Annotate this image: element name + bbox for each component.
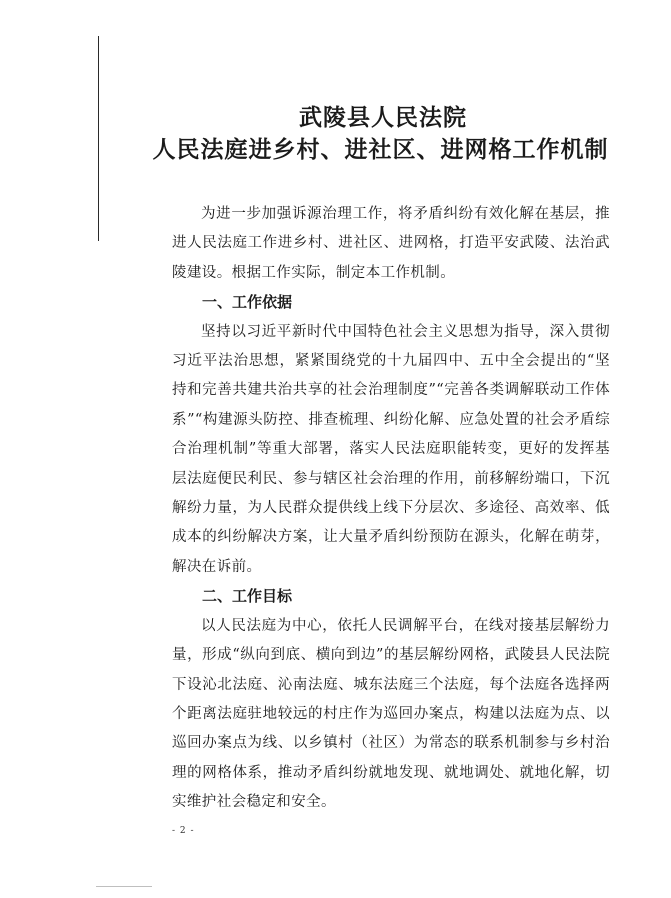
section1-heading: 一、工作依据 bbox=[202, 293, 293, 312]
mechanism-title: 人民法庭进乡村、进社区、进网格工作机制 bbox=[152, 136, 609, 163]
section2-paragraph: 以人民法庭为中心，依托人民调解平台，在线对接基层解纷力量，形成“纵向到底、横向到边”的基层解纷网格，武陵县人民法院下设沁北法庭、沁南法庭、城东法庭三个法庭，每个法庭各选择两个距离法庭驻地较远的村庄作为巡回办案点，构建以法庭为点、以巡回办案点为线、以乡镇村（社区）为常态的联系机制参与乡村治理的网格体系，推动矛盾纠纷就地发现、就地调处、就地化解，切实维护社会稳定和安全。 bbox=[172, 617, 610, 811]
intro-paragraph: 为进一步加强诉源治理工作，将矛盾纠纷有效化解在基层，推进人民法庭工作进乡村、进社区、进网格，打造平安武陵、法治武陵建设。根据工作实际，制定本工作机制。 bbox=[172, 206, 610, 281]
page-number: - 2 - bbox=[172, 826, 195, 836]
footer-rule bbox=[96, 886, 152, 887]
section1-paragraph: 坚持以习近平新时代中国特色社会主义思想为指导，深入贯彻习近平法治思想，紧紧围绕党的十九届四中、五中全会提出的“坚持和完善共建共治共享的社会治理制度”“完善各类调解联动工作体系”“构建源头防控、排查梳理、纠纷化解、应急处置的社会矛盾综合治理机制”等重大部署，落实人民法庭职能转变，更好的发挥基层法庭便民利民、参与辖区社会治理的作用，前移解纷端口，下沉解纷力量，为人民群众提供线上线下分层次、多途径、高效率、低成本的纠纷解决方案，让大量矛盾纠纷预防在源头，化解在萌芽，解决在诉前。 bbox=[172, 323, 610, 575]
document-body bbox=[172, 200, 610, 818]
section2-heading: 二、工作目标 bbox=[202, 587, 293, 606]
document-title bbox=[0, 102, 671, 166]
court-name-title: 武陵县人民法院 bbox=[299, 104, 467, 131]
